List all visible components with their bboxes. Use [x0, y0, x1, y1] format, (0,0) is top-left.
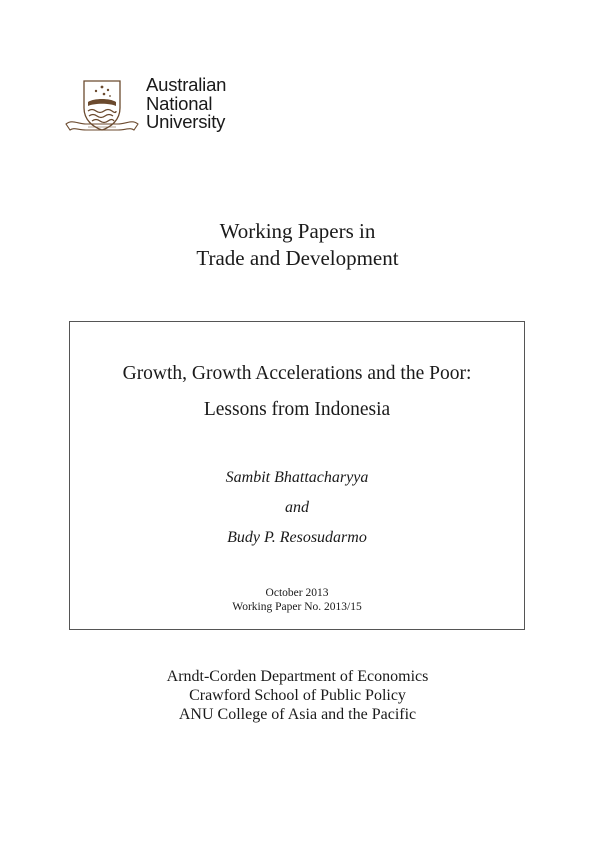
paper-info-box: [69, 321, 525, 630]
logo-name-line3: University: [146, 111, 226, 132]
series-title-line1: Working Papers in: [219, 219, 376, 243]
anu-logo: [64, 76, 244, 138]
logo-name-line2: National: [146, 92, 213, 114]
affiliation: [0, 667, 595, 724]
affiliation-line3: ANU College of Asia and the Pacific: [178, 706, 417, 723]
paper-title-line2: Lessons from Indonesia: [203, 399, 391, 420]
logo-name-line1: Australian: [146, 74, 227, 95]
paper-title-line1: Growth, Growth Accelerations and the Poor:: [122, 363, 472, 384]
anu-crest-icon: [64, 78, 140, 138]
author-2: Budy P. Resosudarmo: [227, 529, 367, 546]
anu-wordmark: [146, 76, 226, 132]
author-conjunction: and: [285, 499, 309, 516]
paper-date: October 2013: [265, 587, 329, 599]
author-1: Sambit Bhattacharyya: [225, 469, 369, 486]
affiliation-line1: Arndt-Corden Department of Economics: [166, 668, 429, 685]
paper-number: Working Paper No. 2013/15: [232, 601, 362, 613]
series-title: [0, 218, 595, 272]
series-title-line2: Trade and Development: [196, 246, 399, 270]
affiliation-line2: Crawford School of Public Policy: [189, 687, 406, 704]
